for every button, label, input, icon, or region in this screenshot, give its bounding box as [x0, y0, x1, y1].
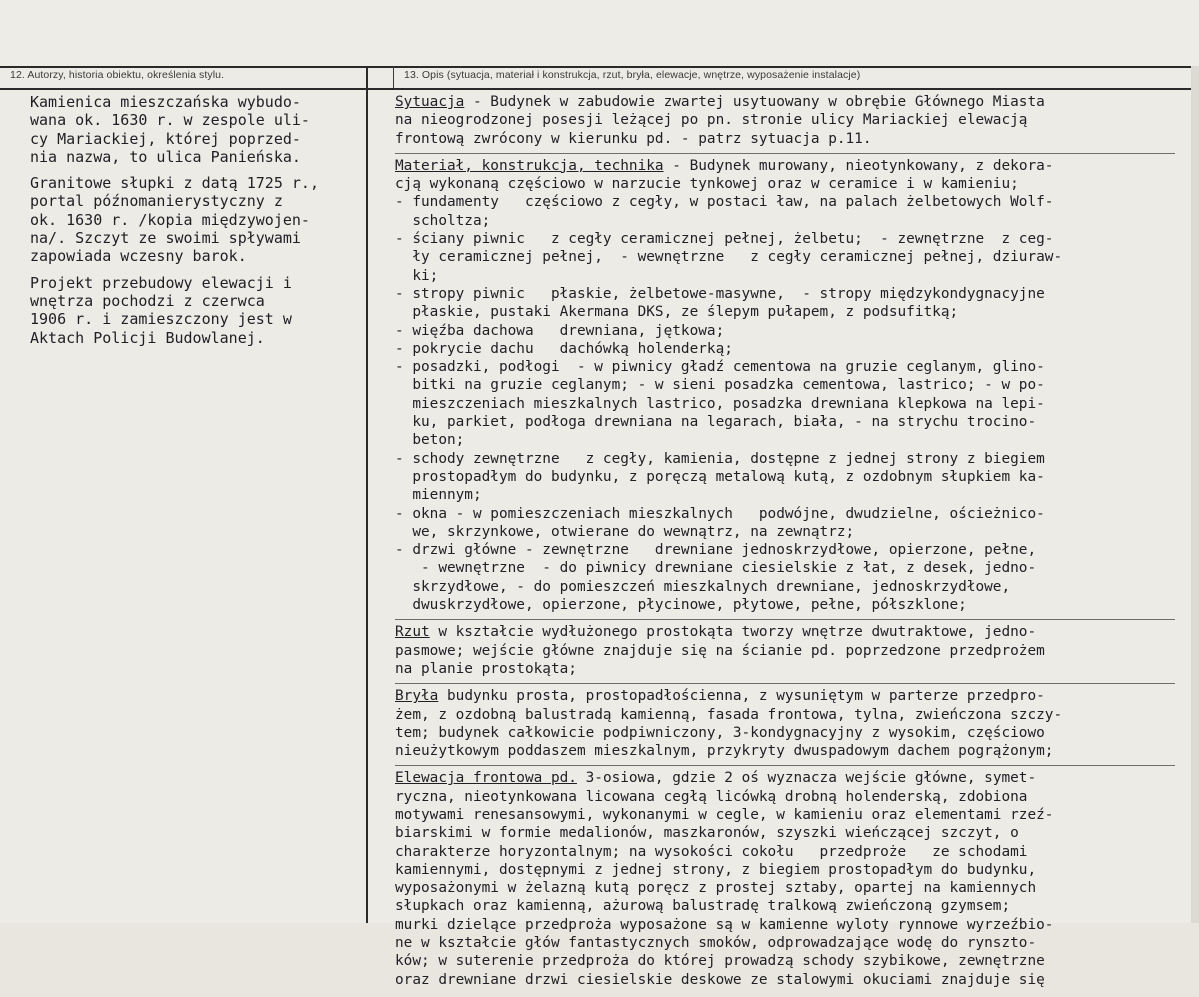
text-line: Aktach Policji Budowlanej.	[30, 328, 265, 347]
section-heading: Rzut	[395, 624, 430, 641]
text-line: cy Mariackiej, której poprzed-	[30, 129, 301, 148]
text-line: miennym;	[395, 487, 482, 504]
text-line-rest: - Budynek w zabudowie zwartej usytuowany w obrębie Głównego Miasta	[464, 94, 1045, 110]
text-line: biarskimi w formie medalionów, maszkaronów, szyszki wieńczącej szczyt, o	[395, 825, 1019, 842]
text-line: frontową zwrócony w kierunku pd. - patrz sytuacja p.11.	[395, 130, 872, 147]
text-line: - ściany piwnic z cegły ceramicznej pełnej, żelbetu; - zewnętrzne z ceg-	[395, 231, 1054, 248]
text-line: nieużytkowym poddaszem mieszkalnym, przykryty dwuspadowym dachem pogrążonym;	[395, 743, 1054, 760]
text-line: Kamienica mieszczańska wybudo-	[30, 93, 301, 111]
text-line: - więźba dachowa drewniana, jętkowa;	[395, 322, 725, 339]
text-line: słupkach oraz kamienną, ażurową balustradę tralkową zwieńczoną gzymsem;	[395, 898, 1011, 915]
text-line: scholtza;	[395, 212, 491, 229]
text-line-rest: - Budynek murowany, nieotynkowany, z dekora-	[663, 157, 1054, 174]
text-line: wnętrza pochodzi z czerwca	[30, 291, 265, 310]
text-line: ki;	[395, 267, 439, 284]
text-line: nia nazwa, to ulica Panieńska.	[30, 147, 301, 166]
text-line: mieszczeniach mieszkalnych lastrico, posadzka drewniana klepkowa na lepi-	[395, 395, 1045, 412]
text-line: tem; budynek całkowicie podpiwniczony, 3-kondygnacyjny z wysokim, częściowo	[395, 724, 1045, 741]
description-section	[395, 623, 1175, 684]
text-line: zapowiada wczesny barok.	[30, 247, 247, 266]
text-line: bitki na gruzie ceglanym; - w sieni posadzka cementowa, lastrico; - w po-	[395, 377, 1045, 394]
text-line: charakterze horyzontalnym; na wysokości cokołu przedproże ze schodami	[395, 843, 1028, 860]
text-line: oraz drewniane drzwi ciesielskie deskowe ze stalowymi okuciami znajduje się	[395, 971, 1045, 988]
history-paragraph	[30, 174, 360, 265]
column-divider	[366, 66, 368, 923]
header-rule	[0, 88, 1199, 90]
text-line: żem, z ozdobną balustradą kamienną, fasada frontowa, tylna, zwieńczona szczy-	[395, 706, 1063, 723]
header-description: 13. Opis (sytuacja, materiał i konstrukcja, rzut, bryła, elewacje, wnętrze, wyposażenie instalacje)	[404, 69, 861, 81]
section-heading: Materiał, konstrukcja, technika	[395, 157, 664, 174]
description-section	[395, 157, 1175, 620]
text-line: wyposażonymi w żelazną kutą poręcz z prostej sztaby, opartej na kamiennych	[395, 880, 1037, 897]
text-line	[395, 687, 1175, 705]
text-line	[395, 623, 1175, 641]
text-line	[395, 769, 1175, 787]
text-line: ok. 1630 r. /kopia międzywojen-	[30, 210, 310, 229]
text-line: - fundamenty częściowo z cegły, w postaci ław, na palach żelbetowych Wolf-	[395, 194, 1054, 211]
text-line: na planie prostokąta;	[395, 660, 577, 677]
top-margin	[0, 0, 1199, 68]
text-line: Projekt przebudowy elewacji i	[30, 273, 292, 292]
text-line: - schody zewnętrzne z cegły, kamienia, dostępne z jednej strony z biegiem	[395, 450, 1045, 467]
text-line: - stropy piwnic płaskie, żelbetowe-masywne, - stropy międzykondygnacyjne	[395, 285, 1045, 302]
section-heading: Sytuacja	[395, 94, 465, 110]
text-line: wana ok. 1630 r. w zespole uli-	[30, 111, 310, 130]
text-line: - posadzki, podłogi - w piwnicy gładź cementowa na gruzie ceglanym, glino-	[395, 359, 1045, 376]
page-edge	[1191, 66, 1199, 923]
description-section	[395, 687, 1175, 766]
text-line: murki dzielące przedproża wyposażone są w kamienne wyloty rynnowe wyrzeźbio-	[395, 916, 1054, 933]
text-line: płaskie, pustaki Akermana DKS, ze ślepym pułapem, z podsufitką;	[395, 304, 959, 321]
text-line-rest: 3-osiowa, gdzie 2 oś wyznacza wejście główne, symet-	[576, 770, 1037, 787]
description-section	[395, 93, 1175, 154]
text-line: ków; w suterenie przedproża do której prowadzą schody szybikowe, zewnętrzne	[395, 953, 1045, 970]
text-line	[395, 93, 1175, 111]
text-line: portal późnomanierystyczny z	[30, 192, 283, 211]
text-line: ryczna, nieotynkowana licowana cegłą licówką drobną holenderską, zdobiona	[395, 788, 1028, 805]
text-line: - wewnętrzne - do piwnicy drewniane ciesielskie z łat, z desek, jedno-	[395, 560, 1037, 577]
text-line: - drzwi główne - zewnętrzne drewniane jednoskrzydłowe, opierzone, pełne,	[395, 542, 1037, 559]
header-authors-history: 12. Autorzy, historia obiektu, określenia stylu.	[10, 69, 225, 81]
history-paragraph	[30, 274, 360, 347]
text-line: ku, parkiet, podłoga drewniana na legarach, biała, - na strychu trocino-	[395, 414, 1037, 431]
text-line: na/. Szczyt ze swoimi spływami	[30, 229, 301, 248]
text-line: we, skrzynkowe, otwierane do wewnątrz, na zewnątrz;	[395, 523, 855, 540]
text-line: cją wykonaną częściowo w narzucie tynkowej oraz w ceramice i w kamieniu;	[395, 176, 1019, 193]
description-section	[395, 769, 1175, 994]
text-line: ły ceramicznej pełnej, - wewnętrzne z cegły ceramicznej pełnej, dziuraw-	[395, 249, 1063, 266]
text-line: - okna - w pomieszczeniach mieszkalnych podwójne, dwudzielne, ościeżnico-	[395, 505, 1045, 522]
section-heading: Elewacja frontowa pd.	[395, 770, 577, 787]
text-line: dwuskrzydłowe, opierzone, płycinowe, płytowe, pełne, półszklone;	[395, 597, 967, 614]
section-heading: Bryła	[395, 688, 439, 705]
text-line: motywami renesansowymi, wykonanymi w cegle, w kamieniu oraz elementami rzeź-	[395, 806, 1054, 823]
text-line: 1906 r. i zamieszczony jest w	[30, 310, 292, 329]
text-line: Granitowe słupki z datą 1725 r.,	[30, 174, 319, 193]
right-column-description	[395, 93, 1175, 997]
history-paragraph	[30, 93, 360, 166]
text-line	[395, 157, 1175, 175]
text-line: ne w kształcie głów fantastycznych smoków, odprowadzające wodę do rynszto-	[395, 935, 1037, 952]
text-line: beton;	[395, 432, 465, 449]
text-line: skrzydłowe, - do pomieszczeń mieszkalnych drewniane, jednoskrzydłowe,	[395, 578, 1011, 595]
text-line: pasmowe; wejście główne znajduje się na ścianie pd. poprzedzone przedprożem	[395, 642, 1045, 659]
text-line-rest: w kształcie wydłużonego prostokąta tworzy wnętrze dwutraktowe, jedno-	[429, 624, 1037, 641]
text-line: na nieogrodzonej posesji leżącej po pn. stronie ulicy Mariackiej elewacją	[395, 112, 1028, 129]
text-line: - pokrycie dachu dachówką holenderką;	[395, 340, 733, 357]
text-line-rest: budynku prosta, prostopadłościenna, z wysuniętym w parterze przedpro-	[438, 688, 1045, 705]
text-line: prostopadłym do budynku, z poręczą metalową kutą, z ozdobnym słupkiem ka-	[395, 468, 1045, 485]
left-column-history	[30, 93, 360, 355]
header-divider	[393, 66, 394, 88]
text-line: kamiennymi, dostępnymi z jednej strony, z biegiem prostopadłym do budynku,	[395, 861, 1037, 878]
